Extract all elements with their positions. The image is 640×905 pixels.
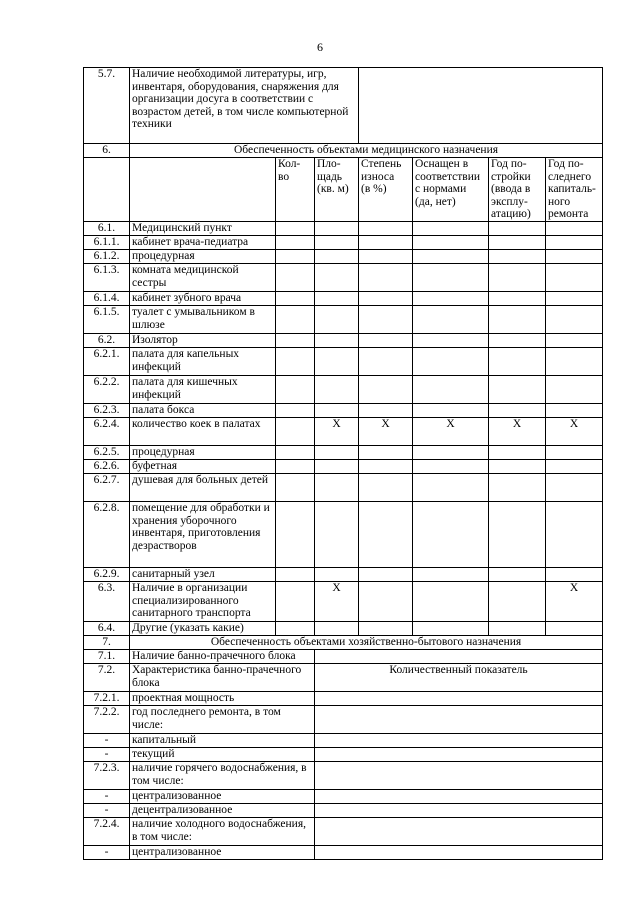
value-cell[interactable] [546, 222, 603, 236]
table-row [84, 650, 603, 664]
row-label: кабинет врача-педиатра [130, 236, 276, 250]
table-row [84, 404, 603, 418]
row-number: 6.2.5. [84, 446, 130, 460]
row-label: Другие (указать какие) [130, 622, 276, 636]
value-cell[interactable] [315, 650, 603, 664]
section-title: Обеспеченность объектами медицинского назначения [130, 144, 603, 158]
value-cell[interactable] [489, 582, 546, 622]
section-number: 7. [84, 636, 130, 650]
row-label: процедурная [130, 250, 276, 264]
value-cell[interactable] [489, 292, 546, 306]
value-cell[interactable] [546, 250, 603, 264]
row-number: 6.4. [84, 622, 130, 636]
row-label: буфетная [130, 460, 276, 474]
table-row [84, 348, 603, 376]
row-number: 7.2.4. [84, 818, 130, 846]
row-number: - [84, 804, 130, 818]
row-label: палата для кишечных инфекций [130, 376, 276, 404]
row-label: наличие горячего водоснабжения, в том числе: [130, 762, 315, 790]
value-cell[interactable] [413, 222, 489, 236]
table-row [84, 568, 603, 582]
value-cell[interactable] [359, 264, 413, 292]
value-cell[interactable] [276, 306, 315, 334]
table-row [84, 334, 603, 348]
table-row [84, 264, 603, 292]
row-number: 6.3. [84, 582, 130, 622]
section-number: 6. [84, 144, 130, 158]
value-cell[interactable] [413, 292, 489, 306]
value-cell[interactable] [276, 292, 315, 306]
value-cell[interactable] [276, 582, 315, 622]
table-row [84, 804, 603, 818]
row-label: наличие холодного водоснабжения, в том числе: [130, 818, 315, 846]
value-cell[interactable] [359, 622, 413, 636]
value-cell[interactable] [276, 348, 315, 376]
table-row [84, 762, 603, 790]
value-cell[interactable] [413, 334, 489, 348]
value-cell[interactable] [359, 568, 413, 582]
row-number: 6.1.2. [84, 250, 130, 264]
value-cell[interactable] [276, 474, 315, 502]
value-cell[interactable] [413, 306, 489, 334]
value-cell[interactable] [489, 222, 546, 236]
value-cell[interactable] [315, 376, 359, 404]
table-row [84, 376, 603, 404]
row-number: - [84, 790, 130, 804]
table-row [84, 790, 603, 804]
col-header-built-year: Год по- стройки (ввода в эксплу- атацию) [489, 158, 546, 222]
value-cell[interactable] [489, 622, 546, 636]
table-row [84, 236, 603, 250]
row-label: централизованное [130, 846, 315, 860]
row-number: - [84, 748, 130, 762]
value-cell[interactable] [546, 568, 603, 582]
row-number: 7.2.1. [84, 692, 130, 706]
value-cell[interactable] [489, 404, 546, 418]
value-cell[interactable] [489, 264, 546, 292]
value-cell[interactable] [413, 236, 489, 250]
not-applicable-mark: X [359, 418, 413, 446]
table-row [84, 706, 603, 734]
row-number: 6.1. [84, 222, 130, 236]
row-label: палата бокса [130, 404, 276, 418]
row-label: кабинет зубного врача [130, 292, 276, 306]
row-number: 7.1. [84, 650, 130, 664]
page-number: 6 [317, 40, 323, 54]
table-row [84, 222, 603, 236]
value-cell[interactable] [546, 348, 603, 376]
row-number: 6.2.3. [84, 404, 130, 418]
row-label: Наличие необходимой литературы, игр, инвентаря, оборудования, снаряжения для организации досуга в соответствии с возрастом детей, в том числе компьютерной техники [130, 68, 359, 144]
row-number: 6.1.1. [84, 236, 130, 250]
value-cell[interactable] [315, 734, 603, 748]
value-cell[interactable] [359, 306, 413, 334]
value-cell[interactable] [489, 376, 546, 404]
value-cell[interactable] [359, 236, 413, 250]
row-label: Медицинский пункт [130, 222, 276, 236]
table-row [84, 734, 603, 748]
not-applicable-mark: X [413, 418, 489, 446]
value-cell[interactable] [315, 460, 359, 474]
row-number: 6.2.9. [84, 568, 130, 582]
table-row [84, 846, 603, 860]
table-row [84, 748, 603, 762]
value-cell[interactable] [315, 502, 359, 568]
value-cell[interactable] [315, 818, 603, 846]
value-cell[interactable] [315, 348, 359, 376]
value-cell[interactable] [315, 250, 359, 264]
value-cell[interactable] [315, 446, 359, 460]
value-cell[interactable] [413, 348, 489, 376]
row-number: 6.1.4. [84, 292, 130, 306]
value-cell[interactable] [276, 404, 315, 418]
table-row [84, 418, 603, 446]
row-label: комната медицинской сестры [130, 264, 276, 292]
value-cell[interactable] [413, 446, 489, 460]
row-label: централизованное [130, 790, 315, 804]
value-cell[interactable] [413, 376, 489, 404]
value-cell[interactable] [546, 376, 603, 404]
value-cell[interactable] [546, 264, 603, 292]
value-cell[interactable] [315, 264, 359, 292]
value-cell[interactable] [359, 502, 413, 568]
value-cell[interactable] [489, 446, 546, 460]
row-label: проектная мощность [130, 692, 315, 706]
row-number: 6.1.3. [84, 264, 130, 292]
row-number: 7.2.3. [84, 762, 130, 790]
value-cell[interactable] [489, 348, 546, 376]
not-applicable-mark: X [489, 418, 546, 446]
value-cell[interactable] [546, 446, 603, 460]
row-label: палата для капельных инфекций [130, 348, 276, 376]
table-row [84, 502, 603, 568]
table-row [84, 818, 603, 846]
table-row [84, 692, 603, 706]
value-cell[interactable] [315, 804, 603, 818]
row-number: 7.2.2. [84, 706, 130, 734]
value-cell[interactable] [413, 568, 489, 582]
value-cell[interactable] [359, 292, 413, 306]
value-cell[interactable] [315, 692, 603, 706]
quantity-header: Количественный показатель [315, 664, 603, 692]
value-cell[interactable] [276, 376, 315, 404]
value-cell[interactable] [315, 292, 359, 306]
table-row [84, 460, 603, 474]
value-cell[interactable] [413, 404, 489, 418]
row-label: количество коек в палатах [130, 418, 276, 446]
row-number: 6.2.6. [84, 460, 130, 474]
value-cell[interactable] [359, 250, 413, 264]
table-row [84, 306, 603, 334]
row-number: 6.2.1. [84, 348, 130, 376]
not-applicable-mark: X [546, 582, 603, 622]
header-empty-cell [84, 158, 130, 222]
section-header-row [84, 144, 603, 158]
row-label: санитарный узел [130, 568, 276, 582]
col-header-equipped: Оснащен в соответствии с нормами (да, нет) [413, 158, 489, 222]
table-row [84, 622, 603, 636]
value-cell[interactable] [413, 622, 489, 636]
value-cell[interactable] [276, 264, 315, 292]
value-cell[interactable] [276, 250, 315, 264]
value-cell[interactable] [276, 502, 315, 568]
row-number: 6.2.4. [84, 418, 130, 446]
row-label: туалет с умывальником в шлюзе [130, 306, 276, 334]
value-cell[interactable] [413, 502, 489, 568]
value-cell[interactable] [315, 706, 603, 734]
value-cell[interactable] [315, 622, 359, 636]
value-cell[interactable] [315, 404, 359, 418]
value-cell[interactable] [315, 306, 359, 334]
row-number: 6.2. [84, 334, 130, 348]
value-cell[interactable] [413, 460, 489, 474]
row-label: Изолятор [130, 334, 276, 348]
col-header-area: Пло- щадь (кв. м) [315, 158, 359, 222]
value-cell[interactable] [276, 236, 315, 250]
value-cell[interactable] [315, 790, 603, 804]
row-label: Наличие банно-прачечного блока [130, 650, 315, 664]
value-cell[interactable] [489, 460, 546, 474]
not-applicable-mark: X [315, 418, 359, 446]
value-cell[interactable] [276, 418, 315, 446]
value-cell[interactable] [489, 250, 546, 264]
row-label: помещение для обработки и хранения уборочного инвентаря, приготовления дезрастворов [130, 502, 276, 568]
table-row [84, 664, 603, 692]
header-empty-cell [130, 158, 276, 222]
value-cell[interactable] [315, 222, 359, 236]
not-applicable-mark: X [546, 418, 603, 446]
section-title: Обеспеченность объектами хозяйственно-бытового назначения [130, 636, 603, 650]
row-label: процедурная [130, 446, 276, 460]
value-cell[interactable] [489, 334, 546, 348]
value-cell[interactable] [315, 748, 603, 762]
value-cell[interactable] [413, 250, 489, 264]
row-number: 6.2.2. [84, 376, 130, 404]
value-cell[interactable] [359, 446, 413, 460]
col-header-wear: Степень износа (в %) [359, 158, 413, 222]
table-row [84, 68, 603, 144]
value-cell[interactable] [276, 568, 315, 582]
row-number: - [84, 846, 130, 860]
value-cell[interactable] [359, 376, 413, 404]
value-cell[interactable] [315, 474, 359, 502]
row-label: Характеристика банно-прачечного блока [130, 664, 315, 692]
value-cell[interactable] [276, 222, 315, 236]
value-cell[interactable] [315, 334, 359, 348]
value-cell[interactable] [359, 222, 413, 236]
row-label: капитальный [130, 734, 315, 748]
row-label: Наличие в организации специализированного санитарного транспорта [130, 582, 276, 622]
value-cell[interactable] [489, 306, 546, 334]
value-cell[interactable] [413, 264, 489, 292]
value-cell[interactable] [276, 460, 315, 474]
value-cell[interactable] [276, 446, 315, 460]
row-number: 6.2.8. [84, 502, 130, 568]
form-table [83, 67, 603, 860]
value-cell[interactable] [359, 68, 603, 144]
value-cell[interactable] [359, 474, 413, 502]
col-header-quantity: Кол- во [276, 158, 315, 222]
value-cell[interactable] [315, 568, 359, 582]
row-label: текущий [130, 748, 315, 762]
not-applicable-mark: X [315, 582, 359, 622]
value-cell[interactable] [413, 474, 489, 502]
row-label: душевая для больных детей [130, 474, 276, 502]
value-cell[interactable] [546, 292, 603, 306]
table-row [84, 292, 603, 306]
value-cell[interactable] [546, 306, 603, 334]
value-cell[interactable] [315, 236, 359, 250]
value-cell[interactable] [546, 334, 603, 348]
row-number: 7.2. [84, 664, 130, 692]
value-cell[interactable] [276, 334, 315, 348]
value-cell[interactable] [546, 502, 603, 568]
value-cell[interactable] [359, 334, 413, 348]
value-cell[interactable] [315, 846, 603, 860]
col-header-repair-year: Год по- следнего капиталь- ного ремонта [546, 158, 603, 222]
value-cell[interactable] [359, 404, 413, 418]
value-cell[interactable] [546, 404, 603, 418]
row-number: 6.1.5. [84, 306, 130, 334]
value-cell[interactable] [359, 582, 413, 622]
value-cell[interactable] [276, 622, 315, 636]
value-cell[interactable] [489, 502, 546, 568]
value-cell[interactable] [489, 568, 546, 582]
table-row [84, 582, 603, 622]
table-row [84, 446, 603, 460]
value-cell[interactable] [546, 236, 603, 250]
row-number: 5.7. [84, 68, 130, 144]
value-cell[interactable] [359, 348, 413, 376]
value-cell[interactable] [489, 474, 546, 502]
value-cell[interactable] [546, 474, 603, 502]
row-label: год последнего ремонта, в том числе: [130, 706, 315, 734]
value-cell[interactable] [413, 582, 489, 622]
value-cell[interactable] [546, 460, 603, 474]
row-number: 6.2.7. [84, 474, 130, 502]
table-row [84, 250, 603, 264]
row-label: децентрализованное [130, 804, 315, 818]
column-header-row [84, 158, 603, 222]
value-cell[interactable] [359, 460, 413, 474]
table-row [84, 474, 603, 502]
value-cell[interactable] [315, 762, 603, 790]
section-header-row [84, 636, 603, 650]
value-cell[interactable] [489, 236, 546, 250]
row-number: - [84, 734, 130, 748]
value-cell[interactable] [546, 622, 603, 636]
